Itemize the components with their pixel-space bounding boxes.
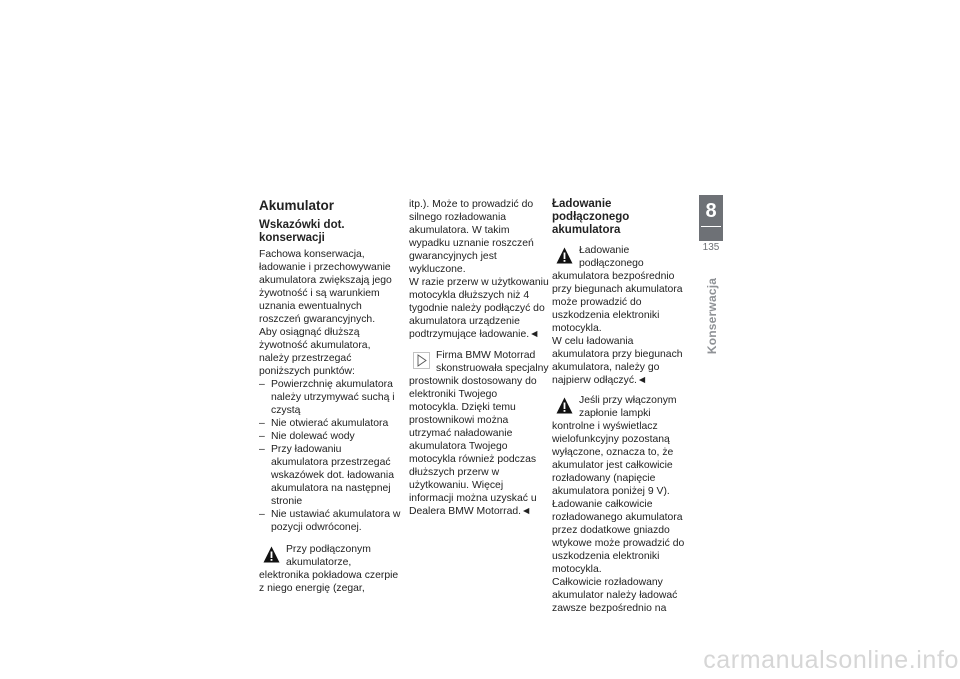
chapter-tab	[699, 195, 723, 241]
warning-triangle-icon	[556, 397, 573, 414]
paragraph: itp.). Może to prowadzić do silnego rozładowania akumulatora. W takim wypadku uznanie roszczeń gwarancyjnych jest wykluczone.	[409, 199, 534, 275]
maintenance-list	[259, 378, 401, 534]
chapter-number: 8	[705, 200, 717, 222]
warning-note	[552, 394, 690, 576]
column-2	[409, 198, 549, 518]
warning-triangle-icon	[263, 546, 280, 563]
warning-text: Jeśli przy włączonym zapłonie lampki kontrolne i wyświetlacz wielofunkcyjny pozostaną wyłączone, oznacza to, że akumulator jest całkowicie rozładowany (napięcie akumulatora poniżej 9 V). Ładowanie całkowicie rozładowanego akumulatora przez dodatkowe gniazdo wtykowe może prowadzić do uszkodzenia elektroniki motocykla.	[552, 395, 685, 575]
list-item: – Przy ładowaniu akumulatora przestrzegać wskazówek dot. ładowania akumulatora na następnej stronie	[259, 443, 401, 508]
warning-text: Przy podłączonym akumulatorze, elektronika pokładowa czerpie z niego energię (zegar,	[259, 544, 399, 594]
page-number: 135	[702, 242, 720, 253]
list-item: – Nie otwierać akumulatora	[259, 417, 401, 430]
section-title: Akumulator	[259, 198, 335, 213]
watermark: carmanualsonline.info	[703, 646, 959, 674]
info-note	[409, 349, 549, 518]
paragraph: Całkowicie rozładowany akumulator należy ładować zawsze bezpośrednio na	[552, 577, 678, 614]
list-item: – Nie ustawiać akumulatora w pozycji odwróconej.	[259, 508, 401, 534]
paragraph: W celu ładowania akumulatora przy biegunach akumulatora, należy go najpierw odłączyć.◄	[552, 336, 683, 386]
note-triangle-icon	[413, 352, 430, 369]
warning-text: Ładowanie podłączonego akumulatora bezpośrednio przy biegunach akumulatora może prowadzić do uszkodzenia elektroniki motocykla.	[552, 245, 683, 334]
divider	[701, 226, 721, 227]
section-subtitle: Wskazówki dot. konserwacji	[259, 219, 345, 244]
column-1	[259, 198, 401, 595]
list-item: – Nie dolewać wody	[259, 430, 401, 443]
warning-note	[259, 543, 401, 595]
column-3	[552, 198, 690, 615]
section-title: Ładowanie podłączonego akumulatora	[552, 198, 630, 236]
warning-triangle-icon	[556, 247, 573, 264]
note-text: Firma BMW Motorrad skonstruowała specjalny prostownik dostosowany do elektroniki Twojego motocykla. Dzięki temu prostownikowi można utrzymać naładowanie akumulatora Twojego motocykla również podczas dłuższych przerw w użytkowaniu. Więcej informacji można uzyskać u Dealera BMW Motorrad.◄	[409, 350, 549, 517]
warning-note	[552, 244, 690, 335]
chapter-title: Konserwacja	[705, 277, 719, 355]
paragraph: Aby osiągnąć dłuższą żywotność akumulatora, należy przestrzegać poniższych punktów:	[259, 327, 371, 377]
list-item: – Powierzchnię akumulatora należy utrzymywać suchą i czystą	[259, 378, 401, 417]
paragraph: W razie przerw w użytkowaniu motocykla dłuższych niż 4 tygodnie należy podłączyć do akumulatora urządzenie podtrzymujące ładowanie.◄	[409, 277, 549, 340]
paragraph: Fachowa konserwacja, ładowanie i przechowywanie akumulatora zwiększają jego żywotność i są warunkiem uznania ewentualnych roszczeń gwarancyjnych.	[259, 249, 392, 325]
